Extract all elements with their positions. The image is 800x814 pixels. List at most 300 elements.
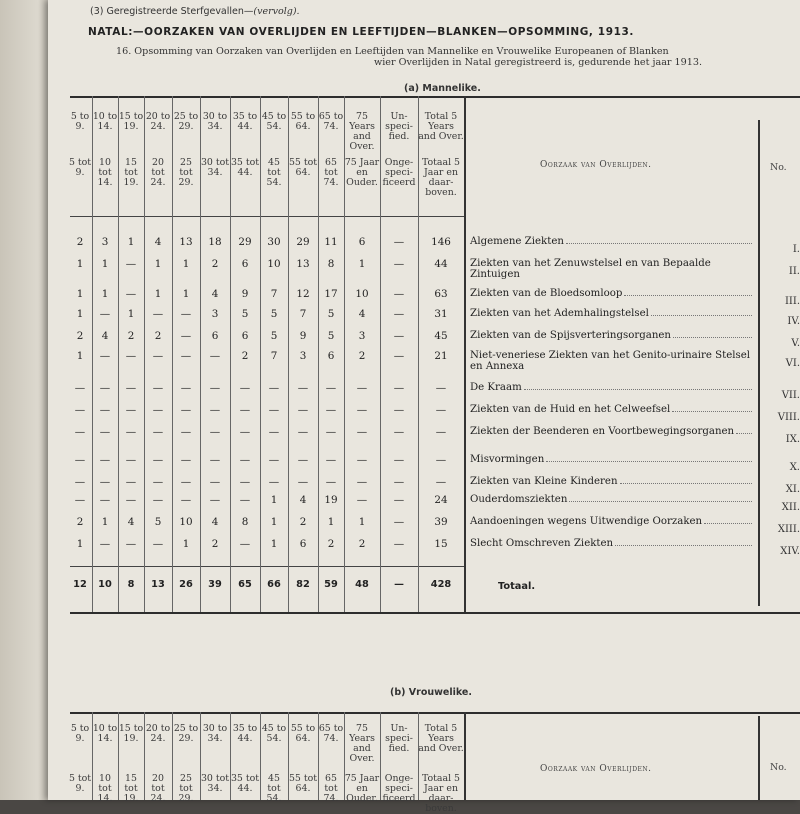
cause-text: Ouderdomsziekten [470,494,568,505]
age-column-header: 65 to 74. [318,111,344,132]
age-column-header-af: 65 tot 74. [323,773,339,804]
table-cell-value: 4 [127,516,135,528]
table-cell-value: 1 [76,308,84,320]
number-column-header: No. [770,762,787,773]
cause-number: IV. [787,316,800,327]
table-cell-value: — [125,476,137,488]
age-column-header: 30 to 34. [202,111,228,132]
table-cell-value: — [180,476,192,488]
table-cell-value: — [356,494,368,506]
age-column-header: Un-speci-fied. [385,111,413,142]
table-cell-value: 1 [76,288,84,300]
age-column-header: 5 to 9. [70,111,90,132]
table-cell-value: — [152,426,164,438]
table-cell-value: — [297,426,309,438]
cause-column-header: Oorzaak van Overlijden. [540,160,652,170]
table-cell-value: — [180,454,192,466]
age-column-header-af: 15 tot 19. [123,773,139,804]
table-cell-value: 15 [434,538,448,550]
table-cell-value: — [99,308,111,320]
table-cell-value: — [356,476,368,488]
age-column-header: 15 to 19. [118,111,144,132]
table-cell-value: — [297,404,309,416]
table-cell-value: — [325,454,337,466]
total-cell-value: 39 [208,579,222,590]
cause-text: Misvormingen [470,454,545,465]
table-cell-value: 5 [327,308,335,320]
table-cell-value: 11 [324,236,338,248]
cause-number: IX. [785,434,800,445]
table-cell-value: — [239,454,251,466]
cause-label [470,330,754,341]
table-cell-value: — [152,382,164,394]
age-column-header: 25 to 29. [173,723,199,744]
table-cell-value: 1 [270,538,278,550]
total-cell-value: 10 [98,579,112,590]
table-cell-value: 4 [211,516,219,528]
cause-label [470,426,754,437]
age-column-header-af: 20 tot 24. [150,773,166,804]
number-column-header: No. [770,162,787,173]
table-cell-value: — [152,476,164,488]
document-page [48,0,800,814]
table-cell-value: — [393,258,405,270]
table-cell-value: 1 [182,288,190,300]
total-cell-value: 8 [127,579,135,590]
total-cell-value: 13 [151,579,165,590]
table-cell-value: 2 [358,350,366,362]
table-cell-value: 4 [358,308,366,320]
age-column-header: Un-speci-fied. [385,723,413,754]
cause-column-header: Oorzaak van Overlijden. [540,764,652,774]
table-cell-value: — [99,494,111,506]
age-column-header-af: 25 tot 29. [178,157,194,188]
table-cell-value: 5 [241,308,249,320]
cause-label [470,308,754,319]
rule-line [70,216,464,217]
table-cell-value: 8 [241,516,249,528]
table-cell-value: — [152,308,164,320]
table-cell-value: 19 [324,494,338,506]
table-cell-value: 9 [299,330,307,342]
cause-label [470,382,754,393]
cause-number: II. [788,266,800,277]
table-cell-value: — [152,404,164,416]
table-cell-value: 6 [358,236,366,248]
table-cell-value: — [99,426,111,438]
table-cell-value: — [325,426,337,438]
table-cell-value: — [209,404,221,416]
age-column-header: 45 to 54. [261,111,287,132]
table-cell-value: 7 [299,308,307,320]
cause-number: VII. [781,390,800,401]
table-cell-value: — [435,382,447,394]
age-column-header-af: Onge-speci-ficeerd [382,157,416,188]
column-rule [464,96,466,612]
cause-label [470,288,754,299]
cause-text: Ziekten van de Bloedsomloop [470,288,623,299]
dot-leader [736,433,752,434]
table-cell-value: — [180,494,192,506]
table-cell-value: — [268,426,280,438]
table-cell-value: 2 [76,330,84,342]
total-cell-value: 59 [324,579,338,590]
total-cell-value: 66 [267,579,281,590]
table-cell-value: — [99,404,111,416]
table-cell-value: — [125,350,137,362]
table-cell-value: — [99,476,111,488]
table-cell-value: — [393,476,405,488]
table-cell-value: — [125,288,137,300]
cause-number: X. [789,462,800,473]
column-rule [464,712,466,800]
table-cell-value: — [125,258,137,270]
cause-label [470,258,754,280]
table-cell-value: 2 [76,236,84,248]
table-cell-value: — [268,454,280,466]
table-cell-value: — [180,426,192,438]
table-cell-value: 7 [270,350,278,362]
table-cell-value: 29 [296,236,310,248]
table-cell-value: 146 [431,236,451,248]
age-column-header: 20 to 24. [145,723,171,744]
age-column-header: 15 to 19. [118,723,144,744]
table-cell-value: 1 [270,516,278,528]
age-column-header-af: 10 tot 14. [97,773,113,804]
age-column-header: 75 Years and Over. [349,723,375,764]
table-cell-value: — [180,308,192,320]
cause-label [470,538,754,549]
table-cell-value: 30 [267,236,281,248]
age-column-header: 20 to 24. [145,111,171,132]
table-cell-value: 1 [76,538,84,550]
table-cell-value: 1 [101,258,109,270]
table-cell-value: — [435,454,447,466]
age-column-header-af: Totaal 5 Jaar en daar-boven. [421,773,461,814]
table-cell-value: 10 [179,516,193,528]
table-cell-value: — [152,494,164,506]
cause-text: Slecht Omschreven Ziekten [470,538,614,549]
table-cell-value: 10 [355,288,369,300]
total-label: Totaal. [498,581,536,592]
table-cell-value: — [209,454,221,466]
cause-text: Niet-veneriese Ziekten van het Genito-urinaire Stelsel en Annexa [470,350,751,372]
table-cell-value: 2 [76,516,84,528]
table-cell-value: 1 [154,258,162,270]
table-cell-value: 29 [238,236,252,248]
adjacent-page-edge [0,0,54,800]
age-column-header-af: Totaal 5 Jaar en daar-boven. [421,157,461,198]
table-cell-value: — [393,516,405,528]
table-cell-value: 1 [76,258,84,270]
table-cell-value: 4 [101,330,109,342]
dot-leader [672,411,752,412]
cause-number: III. [784,296,800,307]
age-column-header: 35 to 44. [232,111,258,132]
table-cell-value: 17 [324,288,338,300]
table-cell-value: — [393,288,405,300]
age-column-header-af: 5 tot 9. [68,773,92,794]
table-cell-value: — [297,454,309,466]
table-cell-value: 10 [267,258,281,270]
table-cell-value: 2 [211,258,219,270]
age-column-header-af: 25 tot 29. [178,773,194,804]
cause-text: Ziekten van het Zenuwstelsel en van Bepaalde Zintuigen [470,258,711,280]
dot-leader [546,461,752,462]
age-column-header-af: 75 Jaar en Ouder. [344,773,380,804]
total-cell-value: 26 [179,579,193,590]
cause-text: Algemene Ziekten [470,236,564,247]
dot-leader [569,501,752,502]
page-subheading: (3) Geregistreerde Sterfgevallen—(vervolg). [90,6,300,17]
table-cell-value: 21 [434,350,448,362]
age-column-header: 75 Years and Over. [349,111,375,152]
age-column-header: 30 to 34. [202,723,228,744]
age-column-header: 55 to 64. [290,723,316,744]
table-cell-value: — [74,404,86,416]
table-cell-value: — [152,454,164,466]
table-cell-value: 1 [358,258,366,270]
table-cell-value: 45 [434,330,448,342]
total-cell-value: 82 [296,579,310,590]
table-cell-value: 13 [296,258,310,270]
cause-number: VIII. [777,412,800,423]
total-cell-value: 65 [238,579,252,590]
age-column-header-af: 45 tot 54. [266,773,282,804]
rule-line [70,566,464,567]
cause-text: Ziekten van de Spijsverteringsorganen [470,330,671,341]
table-cell-value: 18 [208,236,222,248]
age-column-header-af: 5 tot 9. [68,157,92,178]
rule-line [70,96,800,98]
cause-label [470,454,754,465]
cause-number: XIII. [777,524,800,535]
table-cell-value: — [125,404,137,416]
table-cell-value: — [74,494,86,506]
total-cell-value: 12 [73,579,87,590]
table-cell-value: 1 [358,516,366,528]
age-column-header-af: 75 Jaar en Ouder. [344,157,380,188]
table-cell-value: 1 [154,288,162,300]
age-column-header-af: 65 tot 74. [323,157,339,188]
table-cell-value: — [435,426,447,438]
dot-leader [566,243,752,244]
table-cell-value: 3 [358,330,366,342]
age-column-header-af: 55 tot 64. [288,157,318,178]
age-column-header: 10 to 14. [92,723,118,744]
table-cell-value: — [239,382,251,394]
table-title: NATAL:—OORZAKEN VAN OVERLIJDEN EN LEEFTIJDEN—BLANKEN—OPSOMMING, 1913. [88,26,634,38]
table-cell-value: — [297,476,309,488]
table-cell-value: 1 [127,236,135,248]
table-cell-value: 6 [241,330,249,342]
table-cell-value: 12 [296,288,310,300]
table-cell-value: — [99,538,111,550]
table-cell-value: — [180,382,192,394]
age-column-header-af: Onge-speci-ficeerd [382,773,416,804]
cause-label [470,350,754,372]
table-cell-value: — [435,404,447,416]
table-cell-value: — [74,382,86,394]
cause-number: XII. [781,502,800,513]
age-column-header: 35 to 44. [232,723,258,744]
table-cell-value: — [393,538,405,550]
table-cell-value: 1 [270,494,278,506]
age-column-header-af: 55 tot 64. [288,773,318,794]
age-column-header: 45 to 54. [261,723,287,744]
cause-text: Ziekten van de Huid en het Celweefsel [470,404,671,415]
dot-leader [620,483,752,484]
table-cell-value: 8 [327,258,335,270]
table-cell-value: 4 [211,288,219,300]
cause-number: I. [792,244,800,255]
section-a-heading: (a) Mannelike. [404,83,481,94]
age-column-header-af: 20 tot 24. [150,157,166,188]
table-cell-value: — [152,538,164,550]
table-cell-value: — [393,236,405,248]
table-cell-value: 4 [154,236,162,248]
total-cell-value: — [394,579,404,590]
table-cell-value: — [125,426,137,438]
rule-line [70,712,800,714]
table-cell-value: — [239,404,251,416]
cause-label [470,516,754,527]
table-cell-value: 5 [270,330,278,342]
dot-leader [651,315,752,316]
table-cell-value: — [209,494,221,506]
table-cell-value: — [435,476,447,488]
cause-text: Ziekten der Beenderen en Voortbewegingsorganen [470,426,735,437]
table-cell-value: 31 [434,308,448,320]
table-cell-value: — [393,350,405,362]
table-cell-value: — [268,476,280,488]
age-column-header: 10 to 14. [92,111,118,132]
table-cell-value: — [125,454,137,466]
dot-leader [524,389,752,390]
table-cell-value: 24 [434,494,448,506]
table-cell-value: 6 [327,350,335,362]
age-column-header-af: 35 tot 44. [230,157,260,178]
cause-number: XI. [785,484,800,495]
table-cell-value: — [393,404,405,416]
table-cell-value: — [180,404,192,416]
table-cell-value: — [239,538,251,550]
table-cell-value: 5 [154,516,162,528]
table-cell-value: — [393,330,405,342]
age-column-header: 65 to 74. [318,723,344,744]
table-cell-value: 6 [241,258,249,270]
table-cell-value: — [297,382,309,394]
cause-text: Ziekten van Kleine Kinderen [470,476,618,487]
table-cell-value: — [74,426,86,438]
table-cell-value: 6 [211,330,219,342]
dot-leader [704,523,752,524]
cause-text: Aandoeningen wegens Uitwendige Oorzaken [470,516,703,527]
table-cell-value: — [325,476,337,488]
table-cell-value: 5 [327,330,335,342]
age-column-header-af: 10 tot 14. [97,157,113,188]
age-column-header: 25 to 29. [173,111,199,132]
table-cell-value: 3 [211,308,219,320]
table-cell-value: — [125,538,137,550]
table-cell-value: 2 [241,350,249,362]
table-cell-value: 1 [101,516,109,528]
dot-leader [615,545,752,546]
table-cell-value: — [325,404,337,416]
table-cell-value: 9 [241,288,249,300]
table-cell-value: — [99,382,111,394]
table-cell-value: — [99,350,111,362]
table-cell-value: 44 [434,258,448,270]
table-cell-value: — [125,382,137,394]
total-cell-value: 48 [355,579,369,590]
table-cell-value: 4 [299,494,307,506]
table-cell-value: — [209,476,221,488]
table-cell-value: 2 [327,538,335,550]
table-cell-value: 1 [182,538,190,550]
cause-label [470,476,754,487]
table-cell-value: — [393,426,405,438]
table-cell-value: 3 [299,350,307,362]
dot-leader [673,337,752,338]
age-column-header-af: 45 tot 54. [266,157,282,188]
table-cell-value: 63 [434,288,448,300]
table-cell-value: — [393,454,405,466]
table-cell-value: 6 [299,538,307,550]
table-cell-value: — [209,426,221,438]
table-cell-value: 13 [179,236,193,248]
table-cell-value: — [209,350,221,362]
age-column-header: 5 to 9. [70,723,90,744]
cause-text: Ziekten van het Ademhalingstelsel [470,308,649,319]
table-cell-value: — [393,382,405,394]
table-description: 16. Opsomming van Oorzaken van Overlijden en Leeftijden van Mannelike en Vrouwelike Europeanen of Blanken wier Overlijden in Natal geregistreerd is, gedurende het jaar 1913. [116,46,703,68]
table-cell-value: 2 [154,330,162,342]
table-cell-value: — [74,476,86,488]
table-cell-value: — [239,476,251,488]
cause-number: XIV. [780,546,800,557]
table-cell-value: 2 [127,330,135,342]
table-cell-value: — [180,330,192,342]
table-cell-value: — [268,382,280,394]
table-cell-value: 1 [327,516,335,528]
cause-text: De Kraam [470,382,522,393]
cause-label [470,236,754,247]
age-column-header-af: 30 tot 34. [200,773,230,794]
table-cell-value: — [239,426,251,438]
cause-number: VI. [785,358,800,369]
table-cell-value: 1 [182,258,190,270]
table-cell-value: 5 [270,308,278,320]
age-column-header: Total 5 Years and Over. [418,723,464,754]
table-cell-value: — [180,350,192,362]
age-column-header-af: 15 tot 19. [123,157,139,188]
table-cell-value: — [239,494,251,506]
table-cell-value: 39 [434,516,448,528]
table-cell-value: 2 [299,516,307,528]
section-b-heading: (b) Vrouwelike. [390,687,472,698]
dot-leader [624,295,752,296]
table-cell-value: 1 [101,288,109,300]
age-column-header: Total 5 Years and Over. [418,111,464,142]
table-cell-value: — [74,454,86,466]
table-cell-value: — [356,454,368,466]
cause-label [470,494,754,505]
age-column-header-af: 35 tot 44. [230,773,260,794]
cause-number: V. [791,338,800,349]
table-cell-value: — [393,308,405,320]
age-column-header: 55 to 64. [290,111,316,132]
